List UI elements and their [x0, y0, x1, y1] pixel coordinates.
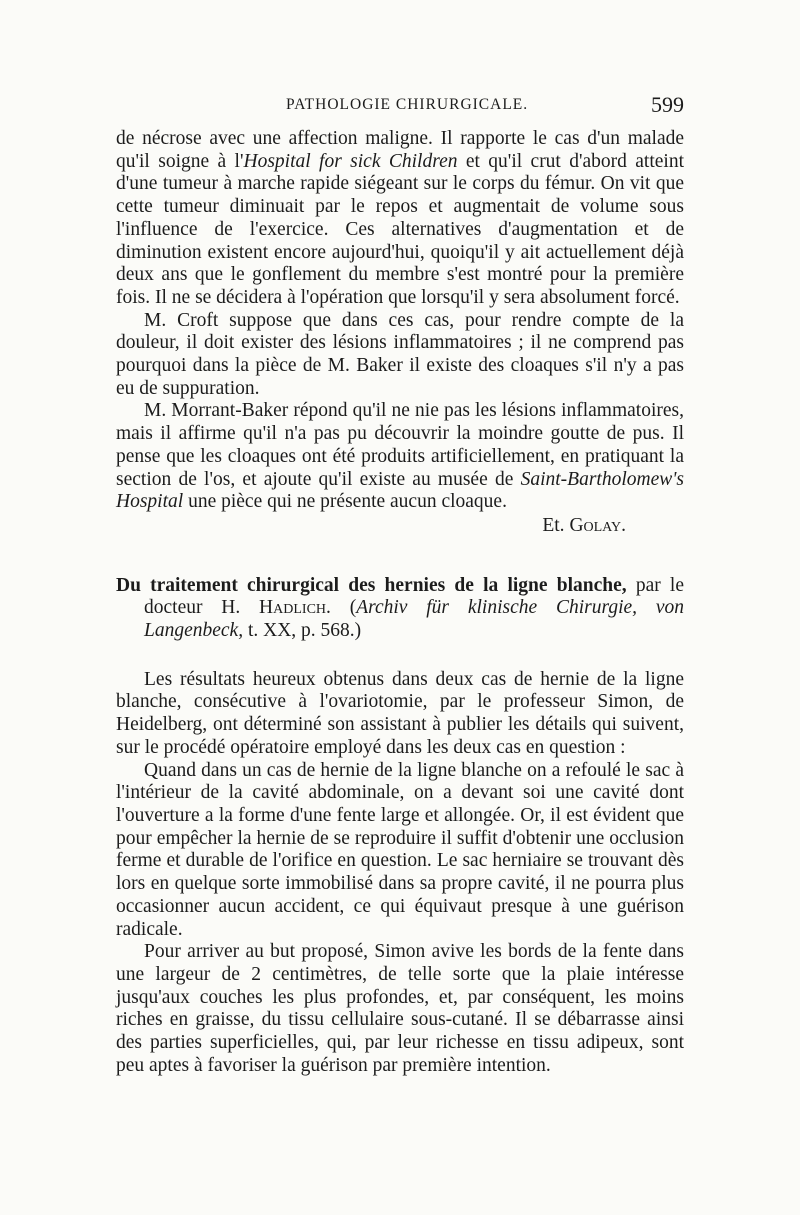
paragraph-hernia: Quand dans un cas de hernie de la ligne blanche on a refoulé le sac à l'intérieur de la cavité abdominale, on a devant soi une cavité dont l'ouverture a la forme d'une fente large et allongée. Or, il est évident que pour empêcher la hernie de se reproduire il suffit d'obtenir une occlusion ferme et durable de l'orifice en question. Le sac herniaire se trouvant dès lors en quelque sorte immobilisé dans sa propre cavité, il ne pourra plus occasionner aucun accident, ce qui équivaut presque à une guérison radicale.: [116, 759, 684, 940]
signature-initial: Et.: [542, 514, 570, 536]
title-text: par le docteur H.: [144, 574, 684, 619]
museum-name: Saint-Bartholomew's Hospital: [116, 468, 684, 513]
paragraph-croft: M. Croft suppose que dans ces cas, pour rendre compte de la douleur, il doit exister des lésions inflammatoires ; il ne comprend pas pourquoi dans la pièce de M. Baker il existe des cloaques s'il n'y a pas eu de suppuration.: [116, 309, 684, 399]
article-title-bold: Du traitement chirurgical des hernies de la ligne blanche,: [116, 574, 627, 596]
paragraph-continued: [116, 128, 684, 310]
paragraph-procedure: Pour arriver au but proposé, Simon avive les bords de la fente dans une largeur de 2 centimètres, de telle sorte que la plaie intéresse jusqu'aux couches les plus profondes, et, par conséquent, les moins riches en graisse, du tissu cellulaire sous-cutané. Il se débarrasse ainsi des parties superficielles, qui, par leur richesse en tissu adipeux, sont peu aptes à favoriser la guérison par première intention.: [116, 941, 684, 1076]
author-signature: [116, 515, 684, 538]
article-title: [116, 575, 684, 643]
article-author: Hadlich.: [259, 597, 331, 619]
title-text: (: [330, 597, 357, 619]
page-number: 599: [651, 92, 684, 117]
text-run: une pièce qui ne présente aucun cloaque.: [183, 491, 507, 513]
text-run: M. Morrant-Baker répond qu'il ne nie pas les lésions inflammatoires, mais il affirme qu'il n'a pas pu découvrir la moindre goutte de pus. Il pense que les cloaques ont été produits artificiellement, en pratiquant la section de l'os, et ajoute qu'il existe au musée de: [116, 400, 684, 490]
paragraph-results: Les résultats heureux obtenus dans deux cas de hernie de la ligne blanche, consécutive à l'ovariotomie, par le professeur Simon, de Heidelberg, ont déterminé son assistant à publier les détails qui suivent, sur le procédé opératoire employé dans les deux cas en question :: [116, 668, 684, 758]
text-run: et qu'il crut d'abord atteint d'une tumeur à marche rapide siégeant sur le corps du fémur. On vit que cette tumeur diminuait par le repos et augmentait de volume sous l'influence de l'exercice. Ces alternatives d'augmentation et de diminution existent encore aujourd'hui, quoiqu'il y ait actuellement déjà deux ans que le gonflement du membre s'est montré pour la première fois. Il ne se décidera à l'opération que lorsqu'il y sera absolument forcé.: [116, 150, 684, 308]
journal-name: Archiv für klinische Chirurgie, von Langenbeck,: [144, 597, 684, 642]
title-text: t. XX, p. 568.): [243, 620, 362, 642]
hospital-name: Hospital for sick Children: [243, 150, 458, 172]
page-header: [116, 92, 684, 122]
page-body: [116, 128, 684, 1077]
signature-name: Golay.: [569, 514, 626, 536]
paragraph-morrant-baker: [116, 400, 684, 514]
running-title: PATHOLOGIE CHIRURGICALE.: [286, 96, 529, 113]
text-run: de nécrose avec une affection maligne. Il rapporte le cas d'un malade qu'il soigne à l': [116, 128, 684, 172]
